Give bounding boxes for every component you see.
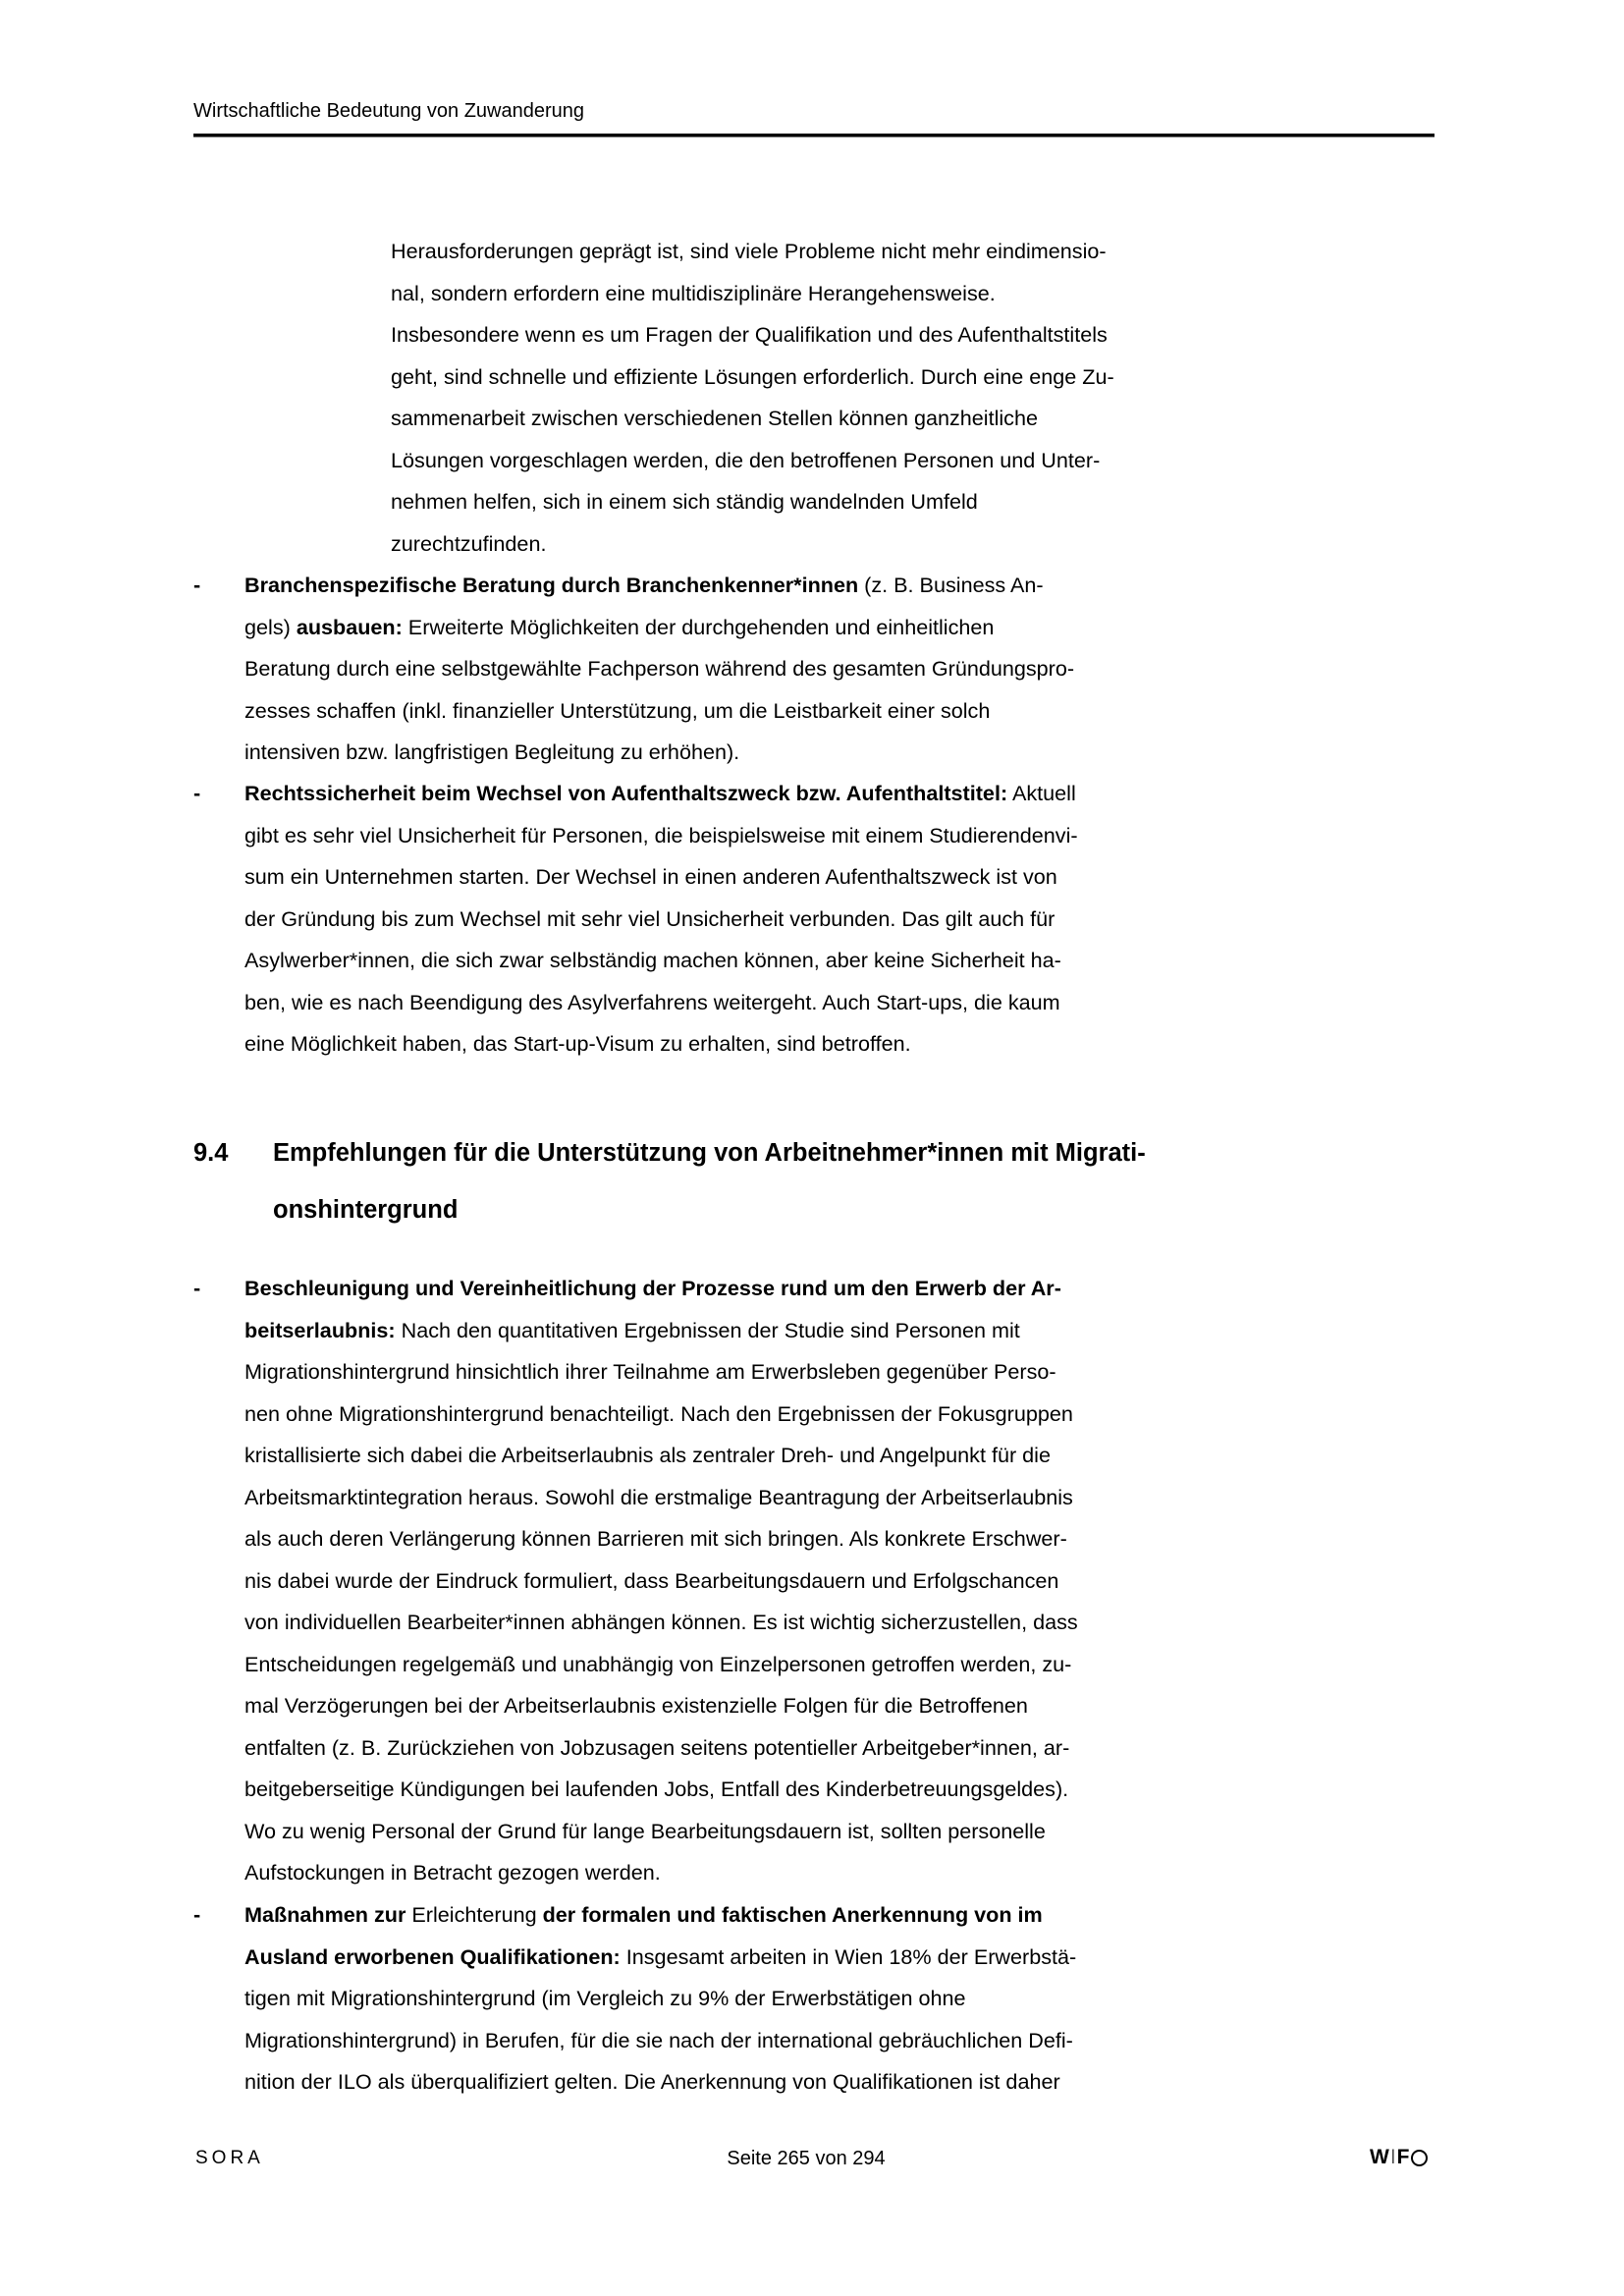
bullet-dash: - (193, 573, 201, 597)
paragraph-line: Herausforderungen geprägt ist, sind viele Probleme nicht mehr eindimensio- (391, 239, 1107, 263)
list-item-line: gels) ausbauen: Erweiterte Möglichkeiten der durchgehenden und einheitlichen (244, 614, 995, 639)
list-item-line: Maßnahmen zur Erleichterung der formalen und faktischen Anerkennung von im (244, 1902, 1043, 1927)
list-item-line: Rechtssicherheit beim Wechsel von Aufenthaltszweck bzw. Aufenthaltstitel: Aktuell (244, 781, 1076, 805)
intro-paragraph (391, 231, 1114, 565)
list-item-line: Migrationshintergrund hinsichtlich ihrer Teilnahme am Erwerbsleben gegenüber Perso- (244, 1359, 1056, 1384)
list-item-line: Migrationshintergrund) in Berufen, für die sie nach der international gebräuchlichen Defi- (244, 2027, 1073, 2052)
bullet-dash: - (193, 1276, 201, 1300)
list-item-line: Beratung durch eine selbstgewählte Fachperson während des gesamten Gründungspro- (244, 656, 1075, 681)
list-item-line: gibt es sehr viel Unsicherheit für Personen, die beispielsweise mit einem Studierendenvi- (244, 822, 1078, 847)
paragraph-line: zurechtzufinden. (391, 530, 547, 556)
paragraph-line: Lösungen vorgeschlagen werden, die den betroffenen Personen und Unter- (391, 447, 1101, 472)
list-item-line: mal Verzögerungen bei der Arbeitserlaubnis existenzielle Folgen für die Betroffenen (244, 1693, 1028, 1718)
list-item-line: nition der ILO als überqualifiziert gelten. Die Anerkennung von Qualifikationen ist daher (244, 2069, 1060, 2094)
wifo-logo-f: F (1396, 2146, 1410, 2168)
list-item-line: entfalten (z. B. Zurückziehen von Jobzusagen seitens potentieller Arbeitgeber*innen, ar- (244, 1734, 1070, 1760)
list-item-line: Arbeitsmarktintegration heraus. Sowohl die erstmalige Beantragung der Arbeitserlaubnis (244, 1484, 1073, 1509)
wifo-logo-w: W (1370, 2146, 1389, 2168)
section-title-line: onshintergrund (273, 1196, 459, 1224)
list-item-line: Beschleunigung und Vereinheitlichung der Prozesse rund um den Erwerb der Ar- (244, 1276, 1061, 1300)
list-item-line: tigen mit Migrationshintergrund (im Vergleich zu 9% der Erwerbstätigen ohne (244, 1986, 966, 2010)
list-item-line: als auch deren Verlängerung können Barrieren mit sich bringen. Als konkrete Erschwer- (244, 1526, 1067, 1551)
list-item-line: zesses schaffen (inkl. finanzieller Unterstützung, um die Leistbarkeit einer solch (244, 697, 991, 723)
list-item-text (244, 773, 1078, 1066)
section-title (273, 1124, 1146, 1238)
paragraph-line: nal, sondern erfordern eine multidisziplinäre Herangehensweise. (391, 280, 996, 305)
list-item-line: intensiven bzw. langfristigen Begleitung zu erhöhen). (244, 739, 740, 764)
list-item-line: beitserlaubnis: Nach den quantitativen Ergebnissen der Studie sind Personen mit (244, 1317, 1020, 1342)
list-item-line: Ausland erworbenen Qualifikationen: Insgesamt arbeiten in Wien 18% der Erwerbstä- (244, 1943, 1077, 1969)
header-divider (193, 134, 1435, 137)
list-item-line: Asylwerber*innen, die sich zwar selbständig machen können, aber keine Sicherheit ha- (244, 948, 1061, 972)
list-item-text (244, 1268, 1078, 1894)
list-item-line: beitgeberseitige Kündigungen bei laufenden Jobs, Entfall des Kinderbetreuungsgeldes). (244, 1777, 1069, 1801)
list-item-line: Wo zu wenig Personal der Grund für lange Bearbeitungsdauern ist, sollten personelle (244, 1818, 1046, 1843)
running-header: Wirtschaftliche Bedeutung von Zuwanderung (193, 100, 585, 122)
list-item-line: Aufstockungen in Betracht gezogen werden. (244, 1860, 661, 1885)
paragraph-line: nehmen helfen, sich in einem sich ständig wandelnden Umfeld (391, 489, 978, 514)
bullet-dash: - (193, 781, 201, 805)
paragraph-line: Insbesondere wenn es um Fragen der Qualifikation und des Aufenthaltstitels (391, 322, 1108, 347)
sora-logo: SORA (195, 2148, 264, 2168)
list-item-line: kristallisierte sich dabei die Arbeitserlaubnis als zentraler Dreh- und Angelpunkt für die (244, 1443, 1051, 1467)
list-item-line: Entscheidungen regelgemäß und unabhängig von Einzelpersonen getroffen werden, zu- (244, 1651, 1072, 1676)
wifo-logo-i: I (1390, 2146, 1395, 2168)
list-item-line: Branchenspezifische Beratung durch Branchenkenner*innen (z. B. Business An- (244, 573, 1044, 597)
list-item-line: sum ein Unternehmen starten. Der Wechsel in einen anderen Aufenthaltszweck ist von (244, 864, 1057, 889)
list-item-text (244, 1894, 1076, 2104)
wifo-logo (1370, 2147, 1428, 2168)
list-item-line: der Gründung bis zum Wechsel mit sehr viel Unsicherheit verbunden. Das gilt auch für (244, 905, 1056, 931)
paragraph-line: sammenarbeit zwischen verschiedenen Stellen können ganzheitliche (391, 406, 1038, 430)
bullet-dash: - (193, 1902, 201, 1927)
paragraph-line: geht, sind schnelle und effiziente Lösungen erforderlich. Durch eine enge Zu- (391, 363, 1114, 389)
list-item-line: ben, wie es nach Beendigung des Asylverfahrens weitergeht. Auch Start-ups, die kaum (244, 989, 1060, 1014)
section-title-line: Empfehlungen für die Unterstützung von Arbeitnehmer*innen mit Migrati- (273, 1139, 1146, 1167)
page-number: Seite 265 von 294 (727, 2148, 886, 2169)
list-item-line: eine Möglichkeit haben, das Start-up-Visum zu erhalten, sind betroffen. (244, 1031, 911, 1056)
list-item-line: nen ohne Migrationshintergrund benachteiligt. Nach den Ergebnissen der Fokusgruppen (244, 1400, 1073, 1426)
list-item-line: nis dabei wurde der Eindruck formuliert, dass Bearbeitungsdauern und Erfolgschancen (244, 1567, 1059, 1593)
list-item-line: von individuellen Bearbeiter*innen abhängen können. Es ist wichtig sicherzustellen, dass (244, 1610, 1078, 1634)
section-number: 9.4 (193, 1139, 229, 1167)
wifo-logo-o-circle-icon (1411, 2150, 1428, 2166)
list-item-text (244, 565, 1074, 774)
